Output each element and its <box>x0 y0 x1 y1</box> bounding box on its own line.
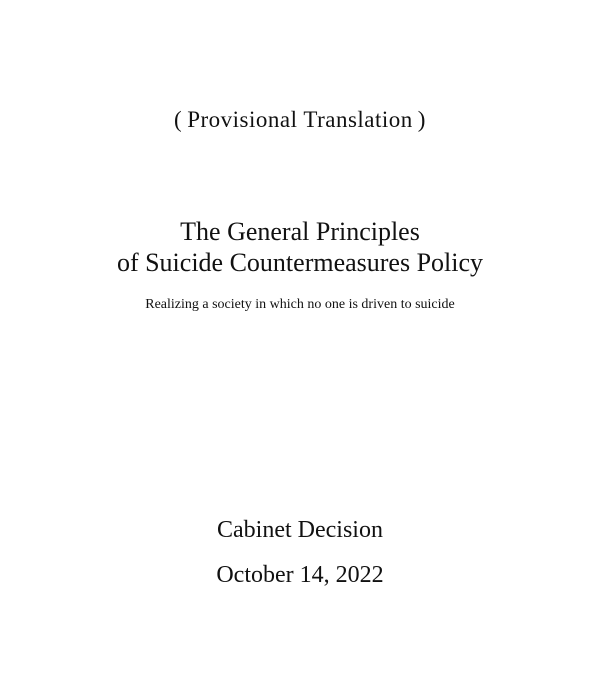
decision-date: October 14, 2022 <box>216 562 384 589</box>
provisional-translation-note <box>0 106 600 134</box>
provisional-note-paren-open: ( <box>174 107 183 132</box>
provisional-note-paren-close: ) <box>417 107 426 132</box>
document-title-line1: The General Principles <box>180 217 420 246</box>
decision-label: Cabinet Decision <box>217 517 383 544</box>
document-title <box>0 216 600 278</box>
document-subtitle: Realizing a society in which no one is driven to suicide <box>145 297 455 313</box>
provisional-note-text: Provisional Translation <box>187 107 413 132</box>
decision-block <box>0 515 600 590</box>
document-title-line2: of Suicide Countermeasures Policy <box>116 248 484 277</box>
